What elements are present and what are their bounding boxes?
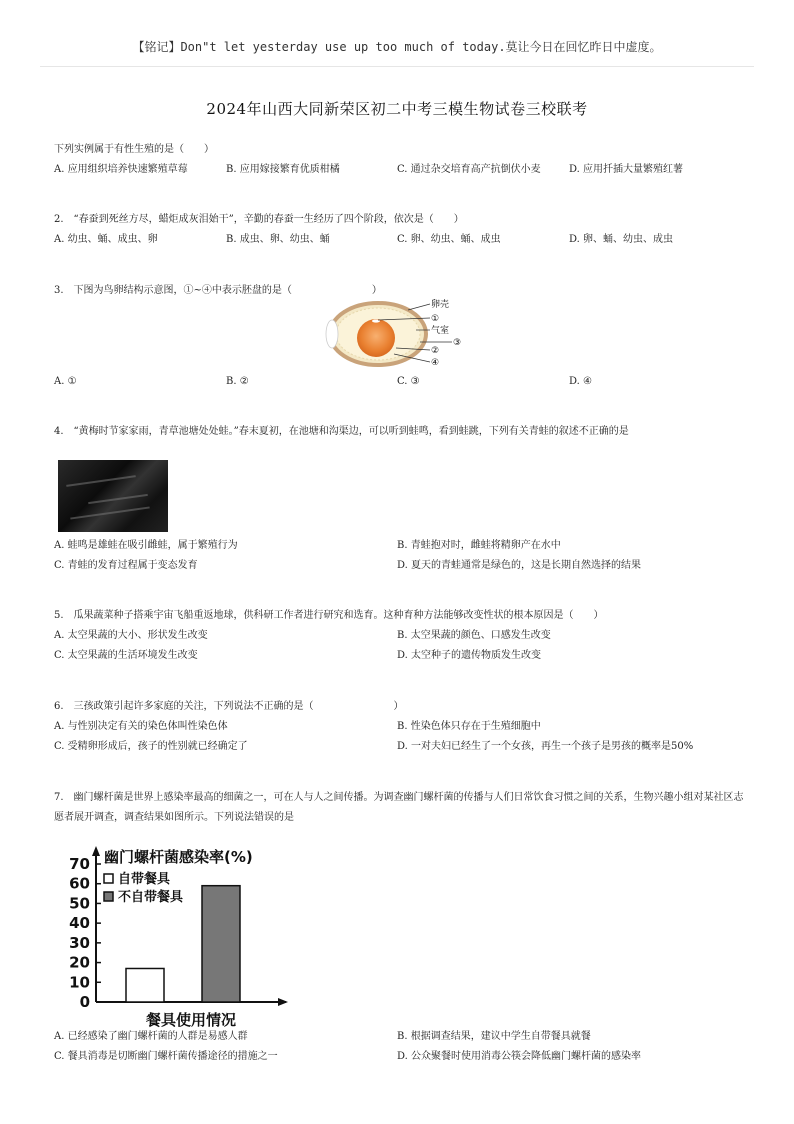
- option-a[interactable]: A. 已经感染了幽门螺杆菌的人群是易感人群: [54, 1031, 248, 1042]
- option-a[interactable]: A. 与性别决定有关的染色体叫性染色体: [54, 721, 228, 732]
- question-stem: 3. 下图为鸟卵结构示意图，①~④中表示胚盘的是（ ）: [54, 285, 382, 296]
- y-tick-label: 10: [69, 973, 90, 992]
- question-6: [54, 697, 744, 757]
- option-b[interactable]: B. 青蛙抱对时，雌蛙将精卵产在水中: [397, 540, 561, 551]
- option-row: [54, 372, 744, 392]
- bar-chart-svg: [56, 842, 296, 1032]
- label-2: ②: [431, 346, 440, 356]
- bar-no-own-utensils: [202, 886, 240, 1002]
- x-axis-label: 餐具使用情况: [145, 1011, 237, 1029]
- bar-own-utensils: [126, 968, 164, 1002]
- infection-rate-chart: [56, 842, 296, 1032]
- option-b[interactable]: B. ②: [226, 376, 249, 387]
- option-d[interactable]: D. 夏天的青蛙通常是绿色的，这是长期自然选择的结果: [397, 560, 642, 571]
- question-1: [54, 140, 744, 180]
- air-cell: [326, 320, 338, 348]
- y-tick-label: 30: [69, 933, 90, 952]
- question-2: [54, 210, 744, 250]
- y-tick-label: 60: [69, 874, 90, 893]
- option-c[interactable]: C. 青蛙的发育过程属于变态发育: [54, 560, 198, 571]
- label-3: ③: [453, 338, 462, 348]
- option-b[interactable]: B. 成虫、卵、幼虫、蛹: [226, 234, 330, 245]
- question-7-options: [54, 1027, 744, 1067]
- y-tick-label: 70: [69, 855, 90, 873]
- label-shell: 卵壳: [431, 300, 450, 310]
- question-stem: 6. 三孩政策引起许多家庭的关注，下列说法不正确的是（ ）: [54, 701, 404, 712]
- option-row: [54, 556, 744, 576]
- option-c[interactable]: C. ③: [397, 376, 420, 387]
- y-tick-label: 20: [69, 953, 90, 972]
- y-tick-label: 40: [69, 914, 90, 933]
- label-air-cell: 气室: [431, 326, 450, 336]
- option-row: [54, 160, 744, 180]
- option-row: [54, 230, 744, 250]
- question-stem: 下列实例属于有性生殖的是（ ）: [54, 144, 214, 155]
- option-b[interactable]: B. 太空果蔬的颜色、口感发生改变: [397, 630, 551, 641]
- legend-label: 不自带餐具: [118, 890, 184, 905]
- header-divider: [40, 66, 754, 67]
- option-b[interactable]: B. 应用嫁接繁育优质柑橘: [226, 164, 340, 175]
- question-5: [54, 606, 744, 666]
- option-a[interactable]: A. 太空果蔬的大小、形状发生改变: [54, 630, 208, 641]
- frog-photo: [58, 460, 168, 532]
- y-axis-arrow: [92, 846, 100, 856]
- question-stem: 2. “春蚕到死丝方尽，蜡炬成灰泪始干”，辛勤的春蚕一生经历了四个阶段，依次是（ ）: [54, 214, 464, 225]
- label-4: ④: [431, 358, 440, 368]
- option-a[interactable]: A. 幼虫、蛹、成虫、卵: [54, 234, 158, 245]
- option-row: [54, 646, 744, 666]
- option-a[interactable]: A. 应用组织培养快速繁殖草莓: [54, 164, 188, 175]
- option-d[interactable]: D. 一对夫妇已经生了一个女孩，再生一个孩子是男孩的概率是50%: [397, 741, 694, 752]
- x-axis-arrow: [278, 998, 288, 1006]
- option-b[interactable]: B. 性染色体只存在于生殖细胞中: [397, 721, 541, 732]
- option-a[interactable]: A. ①: [54, 376, 77, 387]
- question-stem: 5. 瓜果蔬菜种子搭乘宇宙飞船重返地球，供科研工作者进行研究和选育。这种育种方法能够改变性状的根本原因是（ ）: [54, 610, 604, 621]
- option-d[interactable]: D. 应用扦插大量繁殖红薯: [569, 164, 684, 175]
- option-c[interactable]: C. 餐具消毒是切断幽门螺杆菌传播途径的措施之一: [54, 1051, 278, 1062]
- header-motto: 【铭记】Don"t let yesterday use up too much of today.莫让今日在回忆昨日中虚度。: [132, 40, 662, 54]
- question-stem: 7. 幽门螺杆菌是世界上感染率最高的细菌之一，可在人与人之间传播。为调查幽门螺杆菌的传播与人们日常饮食习惯之间的关系，生物兴趣小组对某社区志愿者展开调查，调查结果如图所示。下列说法错误的是: [54, 792, 744, 823]
- question-7: [54, 788, 744, 828]
- page-title: 2024年山西大同新荣区初二中考三模生物试卷三校联考: [206, 100, 588, 118]
- option-row: [54, 717, 744, 737]
- option-row: [54, 536, 744, 556]
- option-d[interactable]: D. ④: [569, 376, 592, 387]
- option-row: [54, 626, 744, 646]
- option-row: [54, 1047, 744, 1067]
- bird-egg-diagram: [324, 298, 484, 370]
- label-1: ①: [431, 314, 440, 324]
- legend-swatch: [104, 874, 113, 883]
- egg-yolk: [357, 319, 395, 357]
- option-c[interactable]: C. 受精卵形成后，孩子的性别就已经确定了: [54, 741, 248, 752]
- option-d[interactable]: D. 公众聚餐时使用消毒公筷会降低幽门螺杆菌的感染率: [397, 1051, 642, 1062]
- option-row: [54, 1027, 744, 1047]
- option-a[interactable]: A. 蛙鸣是雄蛙在吸引雌蛙，属于繁殖行为: [54, 540, 238, 551]
- y-tick-label: 50: [69, 894, 90, 913]
- option-d[interactable]: D. 卵、蛹、幼虫、成虫: [569, 234, 674, 245]
- question-3-options: [54, 372, 744, 392]
- question-4: [54, 422, 744, 442]
- legend-swatch: [104, 892, 113, 901]
- question-stem: 4. “黄梅时节家家雨，青草池塘处处蛙。”春末夏初，在池塘和沟渠边，可以听到蛙鸣，看到蛙跳，下列有关青蛙的叙述不正确的是: [54, 426, 629, 437]
- y-tick-label: 0: [79, 993, 90, 1011]
- option-c[interactable]: C. 通过杂交培育高产抗倒伏小麦: [397, 164, 541, 175]
- option-c[interactable]: C. 卵、幼虫、蛹、成虫: [397, 234, 501, 245]
- question-4-options: [54, 536, 744, 576]
- chart-title: 幽门螺杆菌感染率(%): [104, 848, 253, 866]
- option-d[interactable]: D. 太空种子的遗传物质发生改变: [397, 650, 542, 661]
- option-c[interactable]: C. 太空果蔬的生活环境发生改变: [54, 650, 198, 661]
- option-b[interactable]: B. 根据调查结果，建议中学生自带餐具就餐: [397, 1031, 591, 1042]
- legend-label: 自带餐具: [118, 872, 171, 887]
- option-row: [54, 737, 744, 757]
